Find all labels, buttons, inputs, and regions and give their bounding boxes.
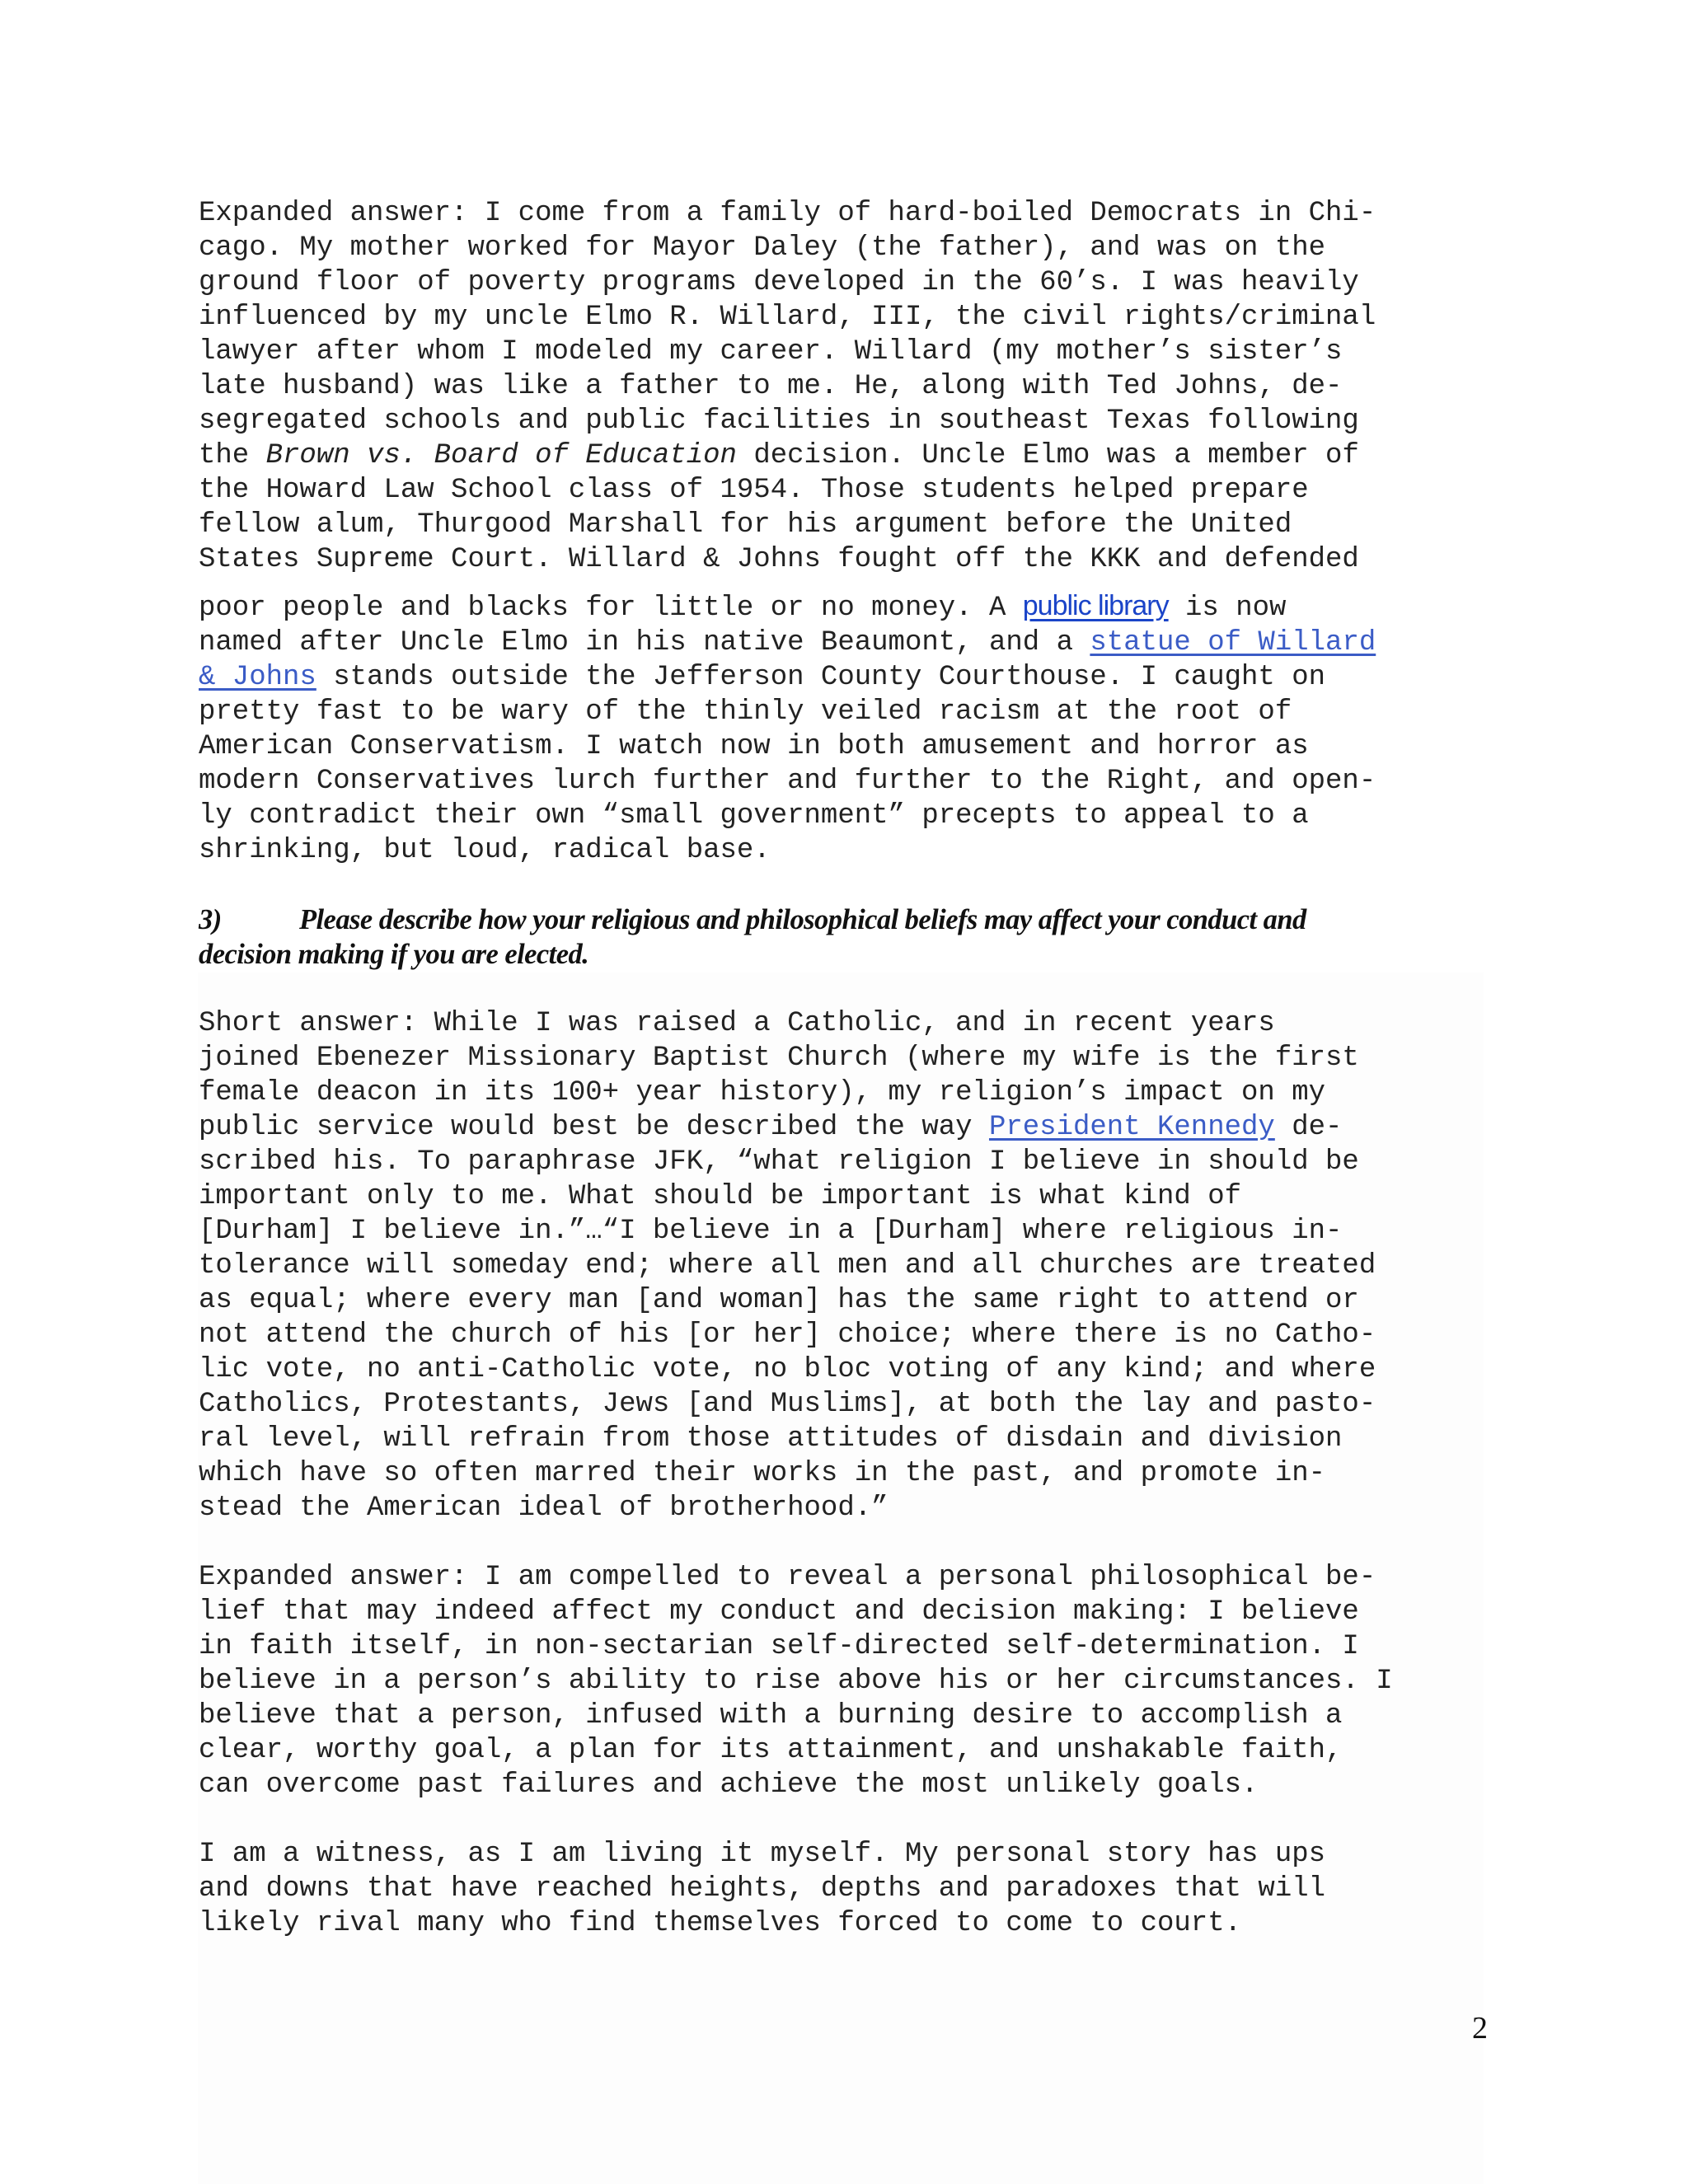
question-line: decision making if you are elected. xyxy=(199,939,589,970)
text-line: can overcome past failures and achieve the most unlikely goals. xyxy=(199,1769,1259,1801)
statue-link-continued[interactable]: & Johns xyxy=(199,662,316,693)
text-line: which have so often marred their works in the past, and promote in- xyxy=(199,1458,1326,1489)
text-fragment: public service would best be described the way xyxy=(199,1112,989,1143)
text-line: and downs that have reached heights, depths and paradoxes that will xyxy=(199,1873,1326,1905)
text-line: lief that may indeed affect my conduct and decision making: I believe xyxy=(199,1596,1359,1628)
text-line: Catholics, Protestants, Jews [and Muslims], at both the lay and pasto- xyxy=(199,1389,1376,1420)
text-line: American Conservatism. I watch now in both amusement and horror as xyxy=(199,731,1309,762)
text-line: tolerance will someday end; where all men and all churches are treated xyxy=(199,1250,1376,1282)
text-line: Expanded answer: I come from a family of hard-boiled Democrats in Chi- xyxy=(199,198,1376,229)
text-line: Expanded answer: I am compelled to reveal a personal philosophical be- xyxy=(199,1562,1376,1593)
text-fragment: named after Uncle Elmo in his native Beaumont, and a xyxy=(199,627,1090,658)
question-number: 3) xyxy=(199,904,222,935)
text-line: fellow alum, Thurgood Marshall for his argument before the United xyxy=(199,509,1292,541)
text-line: likely rival many who find themselves forced to come to court. xyxy=(199,1908,1242,1939)
text-line: Short answer: While I was raised a Catholic, and in recent years xyxy=(199,1008,1275,1039)
text-line: ly contradict their own “small government” precepts to appeal to a xyxy=(199,800,1309,832)
text-line: States Supreme Court. Willard & Johns fought off the KKK and defended xyxy=(199,544,1359,575)
text-line: cago. My mother worked for Mayor Daley (the father), and was on the xyxy=(199,232,1326,264)
statue-link[interactable]: statue of Willard xyxy=(1090,627,1376,658)
text-line: shrinking, but loud, radical base. xyxy=(199,835,771,866)
text-line: believe in a person’s ability to rise above his or her circumstances. I xyxy=(199,1666,1393,1697)
question-text: Please describe how your religious and philosophical beliefs may affect your conduct and xyxy=(299,904,1306,935)
text-line: clear, worthy goal, a plan for its attainment, and unshakable faith, xyxy=(199,1735,1343,1766)
text-line-with-link xyxy=(199,588,1517,626)
text-line: believe that a person, infused with a burning desire to accomplish a xyxy=(199,1700,1343,1732)
text-line: modern Conservatives lurch further and further to the Right, and open- xyxy=(199,766,1376,797)
text-line: female deacon in its 100+ year history), my religion’s impact on my xyxy=(199,1077,1326,1108)
page-content xyxy=(199,196,1517,1941)
text-line: important only to me. What should be important is what kind of xyxy=(199,1181,1242,1212)
president-kennedy-link[interactable]: President Kennedy xyxy=(988,1112,1275,1143)
text-line: pretty fast to be wary of the thinly veiled racism at the root of xyxy=(199,696,1292,728)
text-fragment: the xyxy=(199,440,266,471)
public-library-link[interactable]: public library xyxy=(1022,590,1169,621)
text-line-with-link xyxy=(199,1110,1517,1145)
question-line xyxy=(199,902,1517,937)
expanded-answer-paragraph-2 xyxy=(199,1560,1517,1802)
text-line-with-italic-title xyxy=(199,438,1517,473)
text-fragment: poor people and blacks for little or no money. A xyxy=(199,593,1023,624)
text-line: segregated schools and public facilities in southeast Texas following xyxy=(199,405,1359,437)
text-line: ground floor of poverty programs developed in the 60’s. I was heavily xyxy=(199,267,1359,298)
text-line: not attend the church of his [or her] choice; where there is no Catho- xyxy=(199,1319,1376,1351)
text-line: ral level, will refrain from those attitudes of disdain and division xyxy=(199,1423,1343,1455)
text-line: influenced by my uncle Elmo R. Willard, III, the civil rights/criminal xyxy=(199,302,1376,333)
short-answer-paragraph xyxy=(199,1006,1517,1526)
text-line: I am a witness, as I am living it myself. My personal story has ups xyxy=(199,1839,1326,1870)
text-line: as equal; where every man [and woman] has the same right to attend or xyxy=(199,1285,1359,1316)
text-line: late husband) was like a father to me. He, along with Ted Johns, de- xyxy=(199,371,1343,402)
paragraph-gap xyxy=(199,972,1517,1006)
text-fragment: decision. Uncle Elmo was a member of xyxy=(736,440,1359,471)
paragraph-gap xyxy=(199,868,1517,902)
text-line: stead the American ideal of brotherhood.” xyxy=(199,1493,889,1524)
text-line: scribed his. To paraphrase JFK, “what religion I believe in should be xyxy=(199,1146,1359,1178)
text-line-with-link xyxy=(199,626,1517,660)
expanded-answer-paragraph-1 xyxy=(199,196,1517,868)
text-fragment: de- xyxy=(1274,1112,1343,1143)
question-3-heading xyxy=(199,902,1517,972)
paragraph-gap xyxy=(199,1802,1517,1837)
text-line: in faith itself, in non-sectarian self-directed self-determination. I xyxy=(199,1631,1359,1662)
text-line: lic vote, no anti-Catholic vote, no bloc voting of any kind; and where xyxy=(199,1354,1376,1385)
witness-paragraph xyxy=(199,1837,1517,1941)
text-line: [Durham] I believe in.”…“I believe in a [Durham] where religious in- xyxy=(199,1216,1343,1247)
text-fragment: is now xyxy=(1168,593,1287,624)
text-line: the Howard Law School class of 1954. Those students helped prepare xyxy=(199,475,1309,506)
page-number: 2 xyxy=(1472,2011,1488,2046)
case-title-italic: Brown vs. Board of Education xyxy=(265,440,737,471)
paragraph-gap xyxy=(199,1526,1517,1560)
text-fragment: stands outside the Jefferson County Courthouse. I caught on xyxy=(316,662,1326,693)
text-line: joined Ebenezer Missionary Baptist Church (where my wife is the first xyxy=(199,1043,1359,1074)
text-line: lawyer after whom I modeled my career. Willard (my mother’s sister’s xyxy=(199,336,1343,368)
text-line-with-link xyxy=(199,660,1517,695)
